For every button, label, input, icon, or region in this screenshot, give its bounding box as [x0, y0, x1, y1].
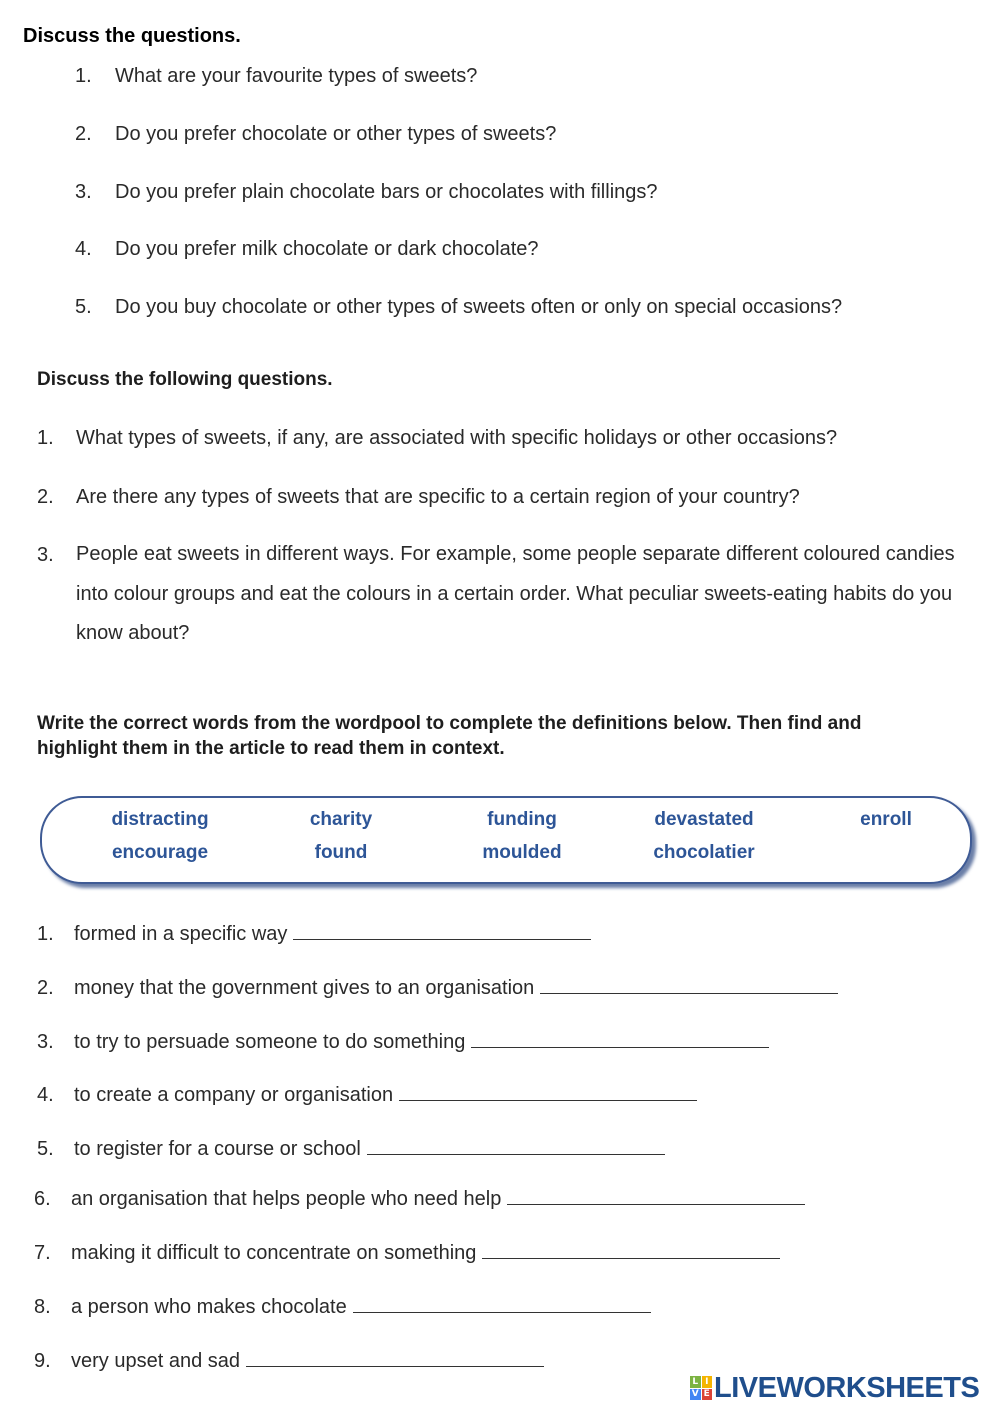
answer-blank[interactable]: [246, 1346, 544, 1367]
definition-8: [34, 1292, 651, 1319]
section3-heading-line2: highlight them in the article to read them in context.: [37, 738, 505, 759]
question-text: Do you prefer chocolate or other types of sweets?: [115, 123, 557, 145]
definition-number: 2.: [37, 977, 54, 999]
logo-icon-letter: L: [690, 1376, 701, 1388]
logo-icon-letter: E: [702, 1389, 713, 1401]
definition-text: money that the government gives to an organisation: [74, 977, 535, 999]
s1-question-1: [75, 65, 477, 88]
definition-text: formed in a specific way: [74, 923, 288, 945]
definition-text: making it difficult to concentrate on something: [71, 1242, 477, 1264]
answer-blank[interactable]: [399, 1080, 697, 1101]
question-number: 3.: [37, 544, 54, 566]
question-text: What types of sweets, if any, are associated with specific holidays or other occasions?: [76, 427, 838, 449]
wordpool-word: funding: [487, 809, 557, 830]
definition-text: very upset and sad: [71, 1350, 240, 1372]
wordpool-word: devastated: [654, 809, 754, 830]
definition-number: 7.: [34, 1242, 51, 1264]
section2-heading: Discuss the following questions.: [37, 369, 333, 390]
answer-blank[interactable]: [507, 1184, 805, 1205]
question-number: 4.: [75, 238, 92, 260]
question-number: 1.: [75, 65, 92, 87]
wordpool-word: distracting: [111, 809, 209, 830]
definition-7: [34, 1238, 780, 1265]
liveworksheets-logo: [690, 1372, 979, 1404]
answer-blank[interactable]: [353, 1292, 651, 1313]
s1-question-5: [75, 296, 842, 319]
answer-blank[interactable]: [471, 1027, 769, 1048]
section1-heading: Discuss the questions.: [23, 25, 241, 47]
answer-blank[interactable]: [367, 1134, 665, 1155]
definition-text: to try to persuade someone to do something: [74, 1031, 466, 1053]
definition-number: 4.: [37, 1084, 54, 1106]
wordpool-box: [40, 796, 972, 884]
question-text: Are there any types of sweets that are specific to a certain region of your country?: [76, 486, 800, 508]
definition-number: 1.: [37, 923, 54, 945]
s2-question-2: [37, 486, 800, 509]
question-number: 5.: [75, 296, 92, 318]
answer-blank[interactable]: [540, 973, 838, 994]
logo-icon-letter: I: [702, 1376, 713, 1388]
question-text: Do you prefer plain chocolate bars or chocolates with fillings?: [115, 181, 658, 203]
answer-blank[interactable]: [482, 1238, 780, 1259]
definition-text: to register for a course or school: [74, 1138, 361, 1160]
question-text: What are your favourite types of sweets?: [115, 65, 478, 87]
question-number: 2.: [37, 486, 54, 508]
definition-number: 3.: [37, 1031, 54, 1053]
question-number: 3.: [75, 181, 92, 203]
logo-icon-letter: V: [691, 1389, 699, 1400]
definition-6: [34, 1184, 805, 1211]
question-number: 1.: [37, 427, 54, 449]
definition-1: [37, 919, 591, 946]
definition-4: [37, 1080, 697, 1107]
definition-number: 6.: [34, 1188, 51, 1210]
question-text: Do you prefer milk chocolate or dark chocolate?: [115, 238, 539, 260]
definition-3: [37, 1027, 769, 1054]
wordpool-word: encourage: [111, 842, 209, 863]
definition-number: 9.: [34, 1350, 51, 1372]
wordpool-word: found: [314, 842, 368, 863]
question-text: Do you buy chocolate or other types of sweets often or only on special occasions?: [115, 296, 843, 318]
wordpool-word: chocolatier: [653, 842, 755, 863]
definition-number: 5.: [37, 1138, 54, 1160]
definition-9: [34, 1346, 544, 1373]
definition-text: an organisation that helps people who need help: [71, 1188, 502, 1210]
definition-number: 8.: [34, 1296, 51, 1318]
question-number: 2.: [75, 123, 92, 145]
wordpool-word: enroll: [860, 809, 912, 830]
definition-2: [37, 973, 838, 1000]
answer-blank[interactable]: [293, 919, 591, 940]
liveworksheets-logo-icon: [690, 1376, 712, 1400]
wordpool-word: moulded: [482, 842, 562, 863]
wordpool-word: charity: [309, 809, 373, 830]
s1-question-4: [75, 238, 539, 261]
question-text: People eat sweets in different ways. For example, some people separate different coloured candies into colour groups and eat the colours in a certain order. What peculiar sweets-eating habits do you know about?: [76, 543, 955, 644]
definition-5: [37, 1134, 665, 1161]
definition-text: a person who makes chocolate: [71, 1296, 347, 1318]
definition-text: to create a company or organisation: [74, 1084, 394, 1106]
section3-heading-line1: Write the correct words from the wordpool to complete the definitions below. Then find and: [37, 713, 862, 734]
s2-question-1: [37, 427, 837, 450]
logo-text: LIVEWORKSHEETS: [714, 1371, 980, 1404]
s1-question-3: [75, 181, 658, 204]
s1-question-2: [75, 123, 556, 146]
